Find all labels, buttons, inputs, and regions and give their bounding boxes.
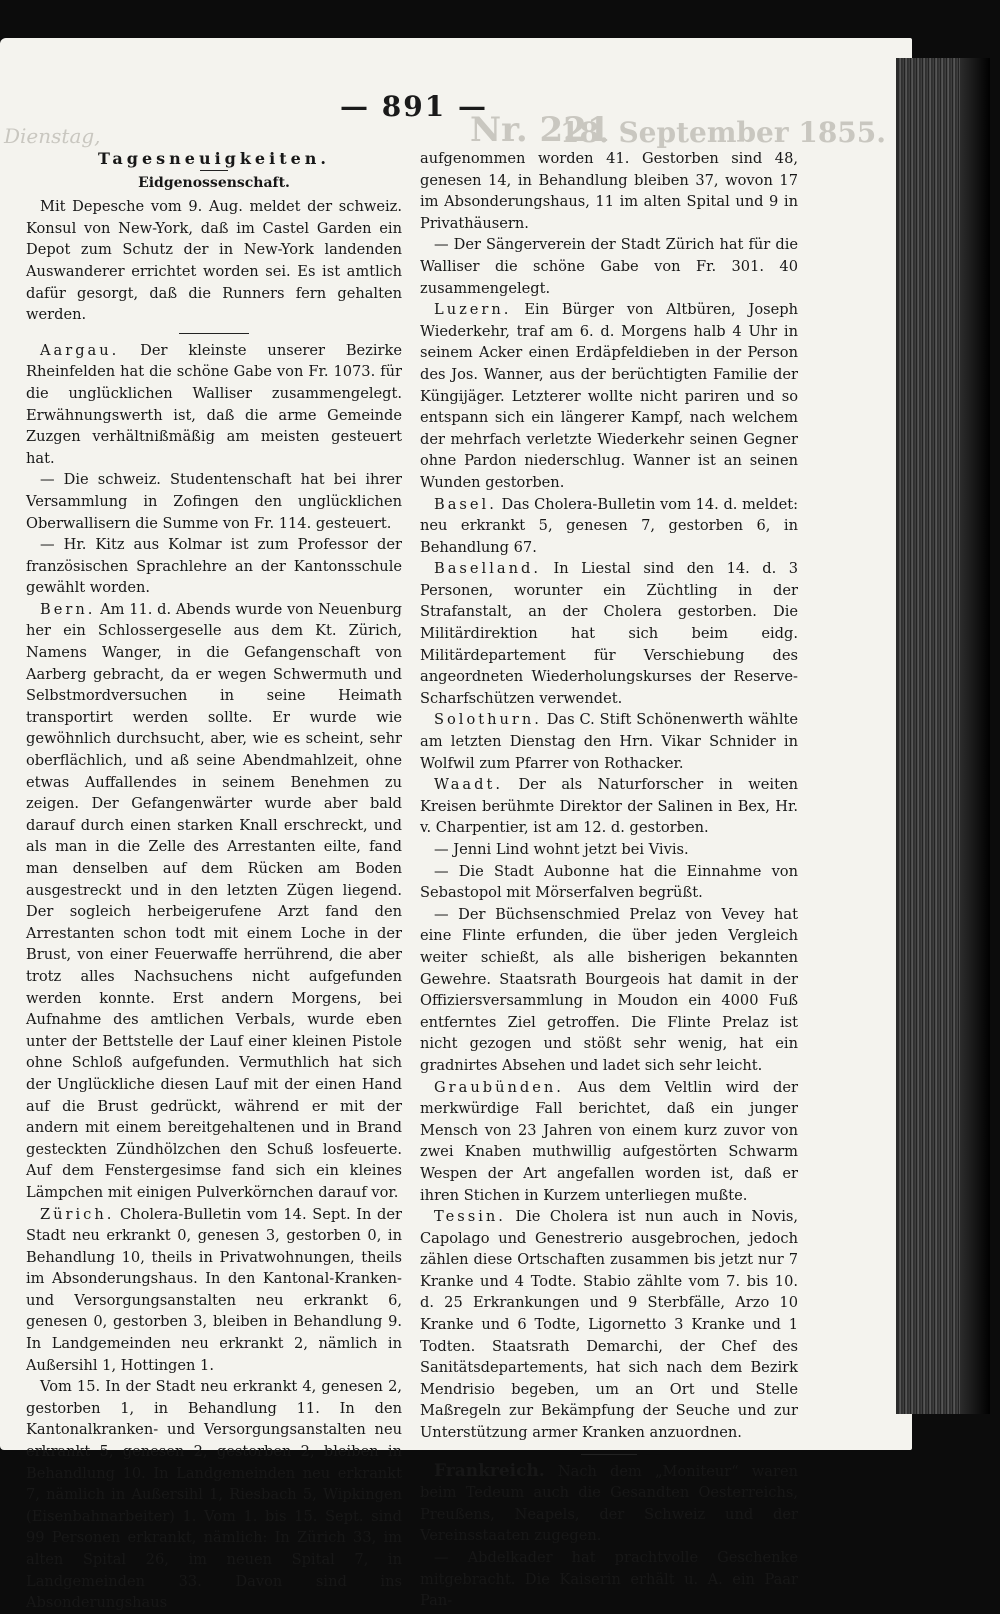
canton-label: Waadt. [434, 776, 503, 794]
article-graubuenden [420, 1077, 798, 1207]
canton-label: Graubünden. [434, 1078, 564, 1096]
article-text: Nach dem „Moniteur“ waren beim Tedeum auch die Gesandten Oesterreichs, Preußens, Neapels, der Schweiz und der Vereinsstaaten zugegen. [420, 1462, 798, 1545]
page-number: — 891 — [340, 90, 488, 123]
canton-label: Baselland. [434, 560, 541, 578]
ghost-day: Dienstag, [4, 124, 101, 148]
divider [581, 1454, 637, 1455]
article-text: Das Cholera-Bulletin vom 14. d. meldet: neu erkrankt 5, genesen 7, gestorben 6, in Behandlung 67. [420, 495, 798, 556]
article-studenten: — Die schweiz. Studentenschaft hat bei ihrer Versammlung in Zofingen den unglücklichen Oberwallisern die Summe von Fr. 114. gesteuert. [26, 471, 402, 532]
article-aargau [26, 340, 402, 470]
ghost-issue: Nr. 221 [470, 110, 611, 150]
canton-label: Tessin. [434, 1208, 506, 1226]
article-bern [26, 599, 402, 1204]
article-aubonne: — Die Stadt Aubonne hat die Einnahme von Sebastopol mit Mörserfalven begrüßt. [420, 862, 798, 902]
article-saengerverein: — Der Sängerverein der Stadt Zürich hat für die Walliser die schöne Gabe von Fr. 301. 40 zusammengelegt. [420, 236, 798, 297]
right-column [420, 148, 798, 1612]
article-zurich-15: Vom 15. In der Stadt neu erkrankt 4, genesen 2, gestorben 1, in Behandlung 11. In den Kantonalkranken- und Versorgungsanstalten neu erkrankt 5, genesen 2, gestorben 2, bleiben in Behandlung 10. In Landgemeinden neu erkrankt 7, nämlich in Außersihl 1, Riesbach 5, Wipkingen (Eisenbahnarbeiter) 1. Vom 1. bis 15. Sept. sind 99 Personen erkrankt, nämlich: In Zürich 33, im alten Spital 26, im neuen Spital 7, in Landgemeinden 33. Davon sind ins Absonderungshaus [26, 1378, 402, 1612]
article-text: Das C. Stift Schönenwerth wählte am letzten Dienstag den Hrn. Vikar Schnider in Wolfwil zum Pfarrer von Rothacker. [420, 711, 798, 772]
article-text: Der kleinste unserer Bezirke Rheinfelden hat die schöne Gabe von Fr. 1073. für die unglücklichen Walliser zusammengelegt. Erwähnungswerth ist, daß die arme Gemeinde Zuzgen verhältnißmäßig am meisten gesteuert hat. [26, 341, 402, 467]
article-text: Cholera-Bulletin vom 14. Sept. In der Stadt neu erkrankt 0, genesen 3, gestorben 0, in Behandlung 10, theils in Privatwohnungen, theils im Absonderungshaus. In den Kantonal-Kranken- und Versorgungsanstalten neu erkrankt 6, genesen 0, gestorben 3, bleiben in Behandlung 9. In Landgemeinden neu erkrankt 2, nämlich in Außersihl 1, Hottingen 1. [26, 1205, 402, 1374]
article-waadt [420, 774, 798, 839]
article-luzern [420, 299, 798, 493]
canton-label: Luzern. [434, 301, 512, 319]
canton-label: Solothurn. [434, 711, 542, 729]
article-continued: aufgenommen worden 41. Gestorben sind 48, genesen 14, in Behandlung bleiben 37, wovon 17 im Absonderungshaus, 11 im alten Spital und 9 in Privathäusern. [420, 150, 798, 232]
article-zurich [26, 1204, 402, 1377]
article-basel [420, 494, 798, 559]
article-text: Ein Bürger von Altbüren, Joseph Wiederkehr, traf am 6. d. Morgens halb 4 Uhr in seinem Acker einen Erdäpfeldieben in der Person des Jos. Wanner, aus der berüchtigten Familie der Küngijäger. Letzterer wollte nicht pariren und so entspann sich ein längerer Kampf, nach welchem der mehrfach verletzte Wiederkehr seinen Gegner ohne Pardon niederschlug. Wanner ist an seinen Wunden gestorben. [420, 301, 799, 491]
article-text: Die Cholera ist nun auch in Novis, Capolago und Genestrerio ausgebrochen, jedoch zählen diese Ortschaften zusammen bis jetzt nur 7 Kranke und 4 Todte. Stabio zählte vom 7. bis 10. d. 25 Erkrankungen und 9 Sterbfälle, Arzo 10 Kranke und 6 Todte, Ligornetto 3 Kranke und 1 Todten. Staatsrath Demarchi, der Chef des Sanitätsdepartements, hat sich nach dem Bezirk Mendrisio begeben, um an Ort und Stelle Maßregeln zur Bekämpfung der Seuche und zur Unterstützung armer Kranken anzuordnen. [420, 1208, 799, 1442]
ghost-date: 18. September 1855. [560, 116, 887, 149]
canton-label: Bern. [40, 600, 96, 618]
article-depesche: Mit Depesche vom 9. Aug. meldet der schweiz. Konsul von New-York, daß im Castel Garden ein Depot zum Schutz der in New-York landenden Auswanderer errichtet worden sei. Es ist amtlich dafür gesorgt, daß die Runners fern gehalten werden. [26, 198, 402, 324]
canton-label: Aargau. [40, 341, 120, 359]
left-column [26, 146, 402, 1614]
article-text: In Liestal sind den 14. d. 3 Personen, worunter ein Züchtling in der Strafanstalt, an der Cholera gestorben. Die Militärdirektion hat sich beim eidg. Militärdepartement für Verschiebung des angeordneten Wiederholungskurses der Reserve-Scharfschützen verwendet. [420, 560, 799, 707]
canton-label: Zürich. [40, 1205, 115, 1223]
section-title: Tagesneuigkeiten. [98, 149, 330, 168]
title-rule [200, 170, 228, 171]
book-edge-shadow [960, 58, 990, 1414]
article-solothurn [420, 709, 798, 774]
section-subtitle: Eidgenossenschaft. [138, 174, 290, 191]
article-kitz: — Hr. Kitz aus Kolmar ist zum Professor der französischen Sprachlehre an der Kantonsschule gewählt worden. [26, 536, 402, 597]
article-text: Aus dem Veltlin wird der merkwürdige Fall berichtet, daß ein junger Mensch von 23 Jahren von einem kurz zuvor von zwei Knaben muthwillig aufgestörten Schwarm Wespen der Art angefallen worden ist, daß er ihren Stichen in Kurzem unterliegen mußte. [420, 1078, 798, 1204]
article-text: Am 11. d. Abends wurde von Neuenburg her ein Schlossergeselle aus dem Kt. Zürich, Namens Wanger, in die Gefangenschaft von Aarberg gebracht, da er wegen Schwermuth und Selbstmordversuchen in seine Heimath transportirt werden sollte. Er wurde wie gewöhnlich durchsucht, aber, wie es scheint, sehr oberflächlich, und aß seine Abendmahlzeit, ohne etwas Auffallendes in seinem Benehmen zu zeigen. Der Gefangenwärter wurde aber bald darauf durch einen starken Knall erschreckt, und als man in die Zelle des Arrestanten eilte, fand man denselben auf dem Rücken am Boden ausgestreckt und in den letzten Zügen liegend. Der sogleich herbeigerufene Arzt fand den Arrestanten schon todt mit einem Loche in der Brust, von einer Feuerwaffe herrührend, die aber trotz alles Nachsuchens nicht aufgefunden werden konnte. Erst andern Morgens, bei Aufnahme des amtlichen Verbals, wurde eben unter der Bettstelle der Lauf einer kleinen Pistole ohne Schloß aufgefunden. Vermuthlich hat sich der Unglückliche diesen Lauf mit der einen Hand auf die Brust gedrückt, während er mit der andern mit einem bereitgehaltenen und in Brand gesteckten Zündhölzchen den Schuß losfeuerte. Auf dem Fenstergesimse fand sich ein kleines Lämpchen mit einigen Pulverkörnchen darauf vor. [26, 600, 402, 1201]
article-tessin [420, 1206, 798, 1444]
country-label: Frankreich. [434, 1460, 545, 1481]
article-prelaz: — Der Büchsenschmied Prelaz von Vevey hat eine Flinte erfunden, die über jeden Vergleich weiter schießt, als alle bisherigen bekannten Gewehre. Staatsrath Bourgeois hat damit in der Offiziersversammlung in Moudon ein 4000 Fuß entferntes Ziel getroffen. Die Flinte Prelaz ist nicht gezogen und stößt sehr wenig, hat ein gradnirtes Absehen und ladet sich sehr leicht. [420, 905, 798, 1074]
article-baselland [420, 558, 798, 709]
article-frankreich [420, 1461, 798, 1547]
article-jenni-lind: — Jenni Lind wohnt jetzt bei Vivis. [434, 841, 689, 858]
divider [179, 333, 249, 334]
article-abdelkader: — Abdelkader hat prachtvolle Geschenke mitgebracht. Die Kaiserin erhält u. A. ein Paar Pan- [420, 1549, 798, 1610]
canton-label: Basel. [434, 495, 497, 513]
article-text: Der als Naturforscher in weiten Kreisen berühmte Direktor der Salinen in Bex, Hr. v. Charpentier, ist am 12. d. gestorben. [420, 776, 798, 837]
